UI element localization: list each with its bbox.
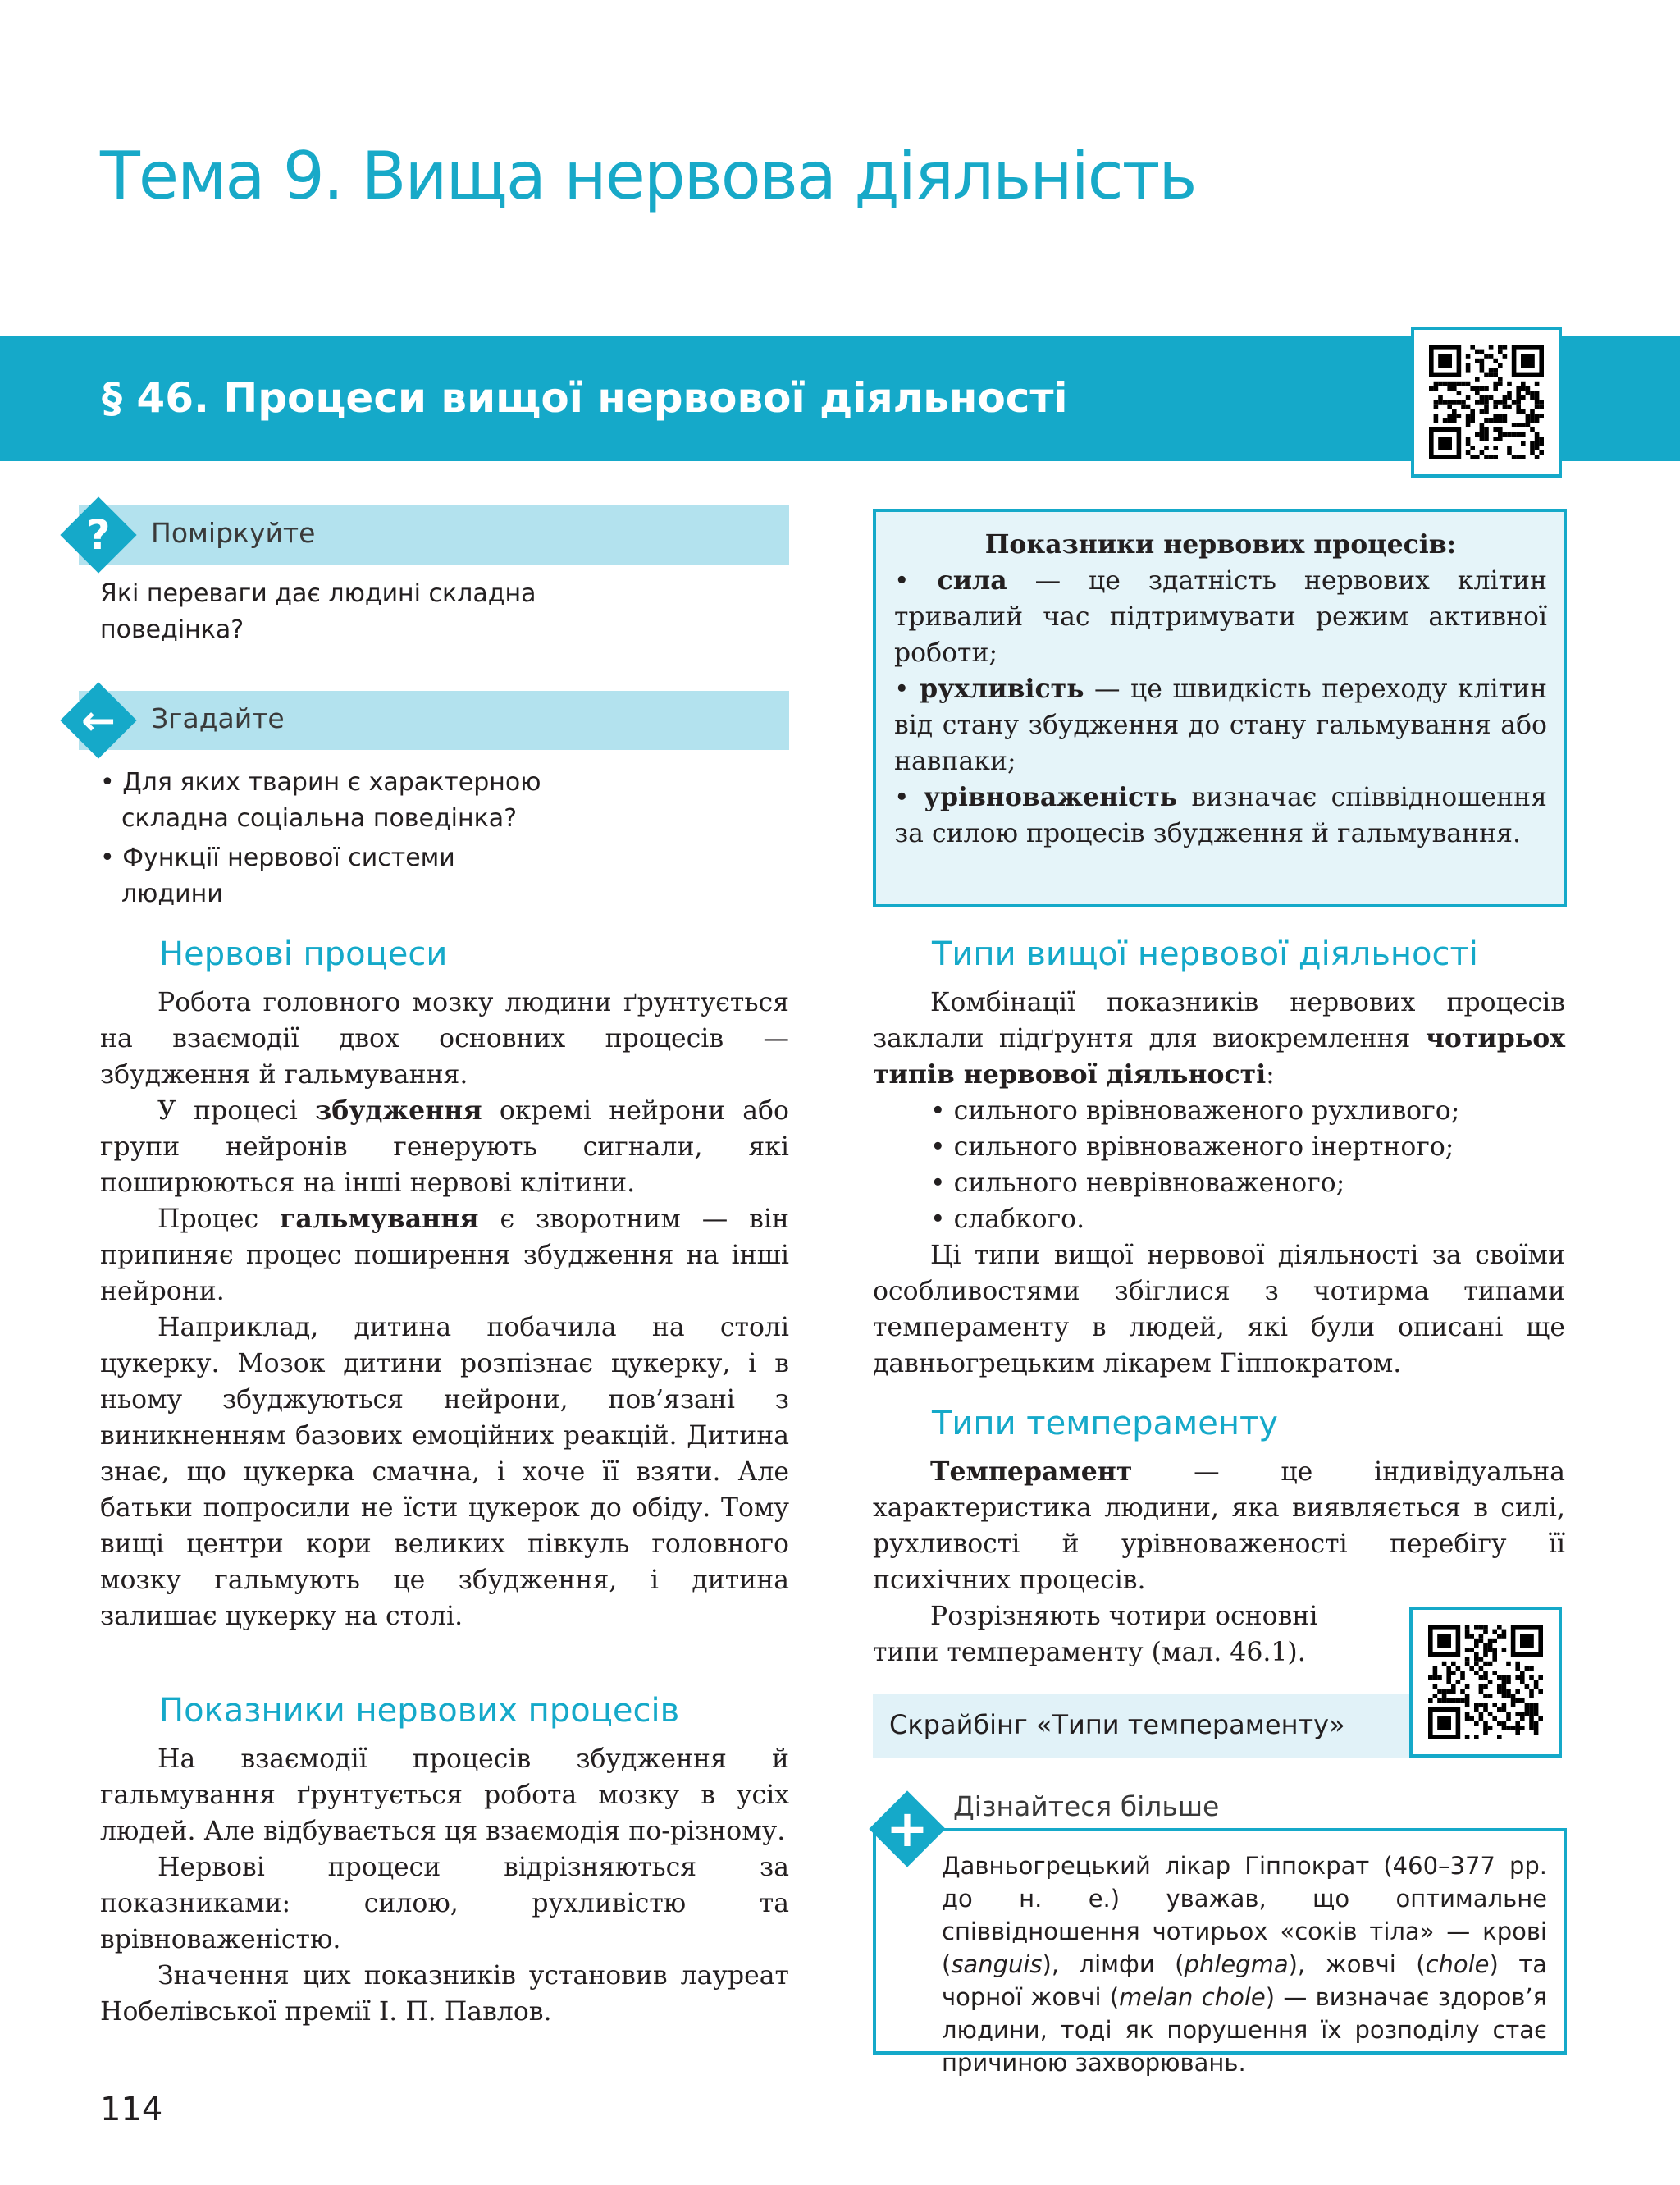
scribing-link-label[interactable]: Скрайбінг «Типи темпераменту»: [889, 1709, 1345, 1740]
indicators-infobox: [873, 509, 1567, 907]
paragraph: Ці типи вищої нервової діяльності за своїми особливостями збіглися з чотирма типами темпераменту в людей, які були описані ще давньогрецьким лікарем Гіппократом.: [873, 1241, 1565, 1378]
list-item: • сильного врівноваженого інертного;: [930, 1132, 1454, 1162]
infobox-item: • сила — це здатність нервових клітин тривалий час підтримувати режим активної роботи;: [894, 565, 1547, 668]
indicators-heading: Показники нервових процесів: [159, 1692, 680, 1730]
qr-code-icon: [1427, 1625, 1544, 1739]
paragraph: Значення цих показників установив лауреат Нобелівської премії І. П. Павлов.: [100, 1961, 789, 2027]
hnd-types-list: [873, 1093, 1565, 1237]
paragraph: У процесі збудження окремі нейрони або групи нейронів генерують сигнали, які поширюються на інші нервові клітини.: [100, 1095, 789, 1198]
learn-more-text: Давньогрецький лікар Гіппократ (460–377 рр. до н. е.) уважав, що оптимальне співвідношення чотирьох «соків тіла» — крові (sanguis), лімфи (phlegma), жовчі (chole) та чорної жовчі (melan chole) — визначає здоров’я людини, тоді як порушення їх розподілу стає причиною захворювань.: [942, 1852, 1547, 2077]
infobox-title: Показники нервових процесів:: [984, 529, 1457, 560]
hnd-types-text: [873, 985, 1565, 1382]
paragraph: Робота головного мозку людини ґрунтується на взаємодії двох основних процесів — збудження й гальмування.: [100, 988, 789, 1090]
temperament-text: [873, 1454, 1565, 1598]
text-line: Розрізняють чотири основні: [930, 1602, 1318, 1631]
paragraph: На взаємодії процесів збудження й гальмування ґрунтується робота мозку в усіх людей. Але відбувається ця взаємодія по-різному.: [100, 1744, 789, 1846]
paragraph: Темперамент — це індивідуальна характеристика людини, яка виявляється в силі, рухливості й урівноваженості перебігу її психічних процесів.: [873, 1456, 1565, 1595]
qr-code-icon: [1429, 345, 1544, 459]
indicators-text: [100, 1741, 789, 2030]
think-label: Поміркуйте: [151, 517, 316, 549]
learn-more-box: [873, 1828, 1567, 2077]
section-title: § 46. Процеси вищої нервової діяльності: [102, 374, 1068, 422]
temperament-intro: [873, 1598, 1381, 1671]
page-number: 114: [100, 2091, 163, 2128]
recall-item: • Функції нервової системи людини: [100, 843, 455, 908]
recall-item: • Для яких тварин є характерною складна соціальна поведінка?: [100, 768, 541, 833]
text-line: типи темпераменту (мал. 46.1).: [873, 1638, 1306, 1667]
question-icon: ?: [86, 511, 111, 559]
recall-label: Згадайте: [151, 702, 285, 734]
section-qr-code[interactable]: [1411, 327, 1562, 478]
paragraph: Процес гальмування є зворотним — він припиняє процес поширення збудження на інші нейрони.: [100, 1204, 789, 1306]
learn-more-label: Дізнайтеся більше: [953, 1790, 1220, 1822]
chapter-title: Тема 9. Вища нервова діяльність: [100, 138, 1196, 214]
list-item: • сильного неврівноваженого;: [930, 1168, 1345, 1198]
infobox-item: • рухливість — це швидкість переходу клітин від стану збудження до стану гальмування або навпаки;: [894, 674, 1547, 776]
recall-list: [100, 765, 559, 912]
list-item: • сильного врівноваженого рухливого;: [930, 1096, 1460, 1126]
infobox-item: • урівноваженість визначає співвідношення за силою процесів збудження й гальмування.: [894, 782, 1548, 848]
list-item: • слабкого.: [930, 1204, 1085, 1234]
paragraph: Комбінації показників нервових процесів заклали підґрунтя для виокремлення чотирьох типів нервової діяльності:: [873, 988, 1565, 1090]
nervous-processes-heading: Нервові процеси: [159, 935, 448, 973]
plus-icon: +: [886, 1799, 929, 1858]
temperament-heading: Типи темпераменту: [932, 1405, 1278, 1442]
paragraph: Наприклад, дитина побачила на столі цукерку. Мозок дитини розпізнає цукерку, і в ньому збуджуються нейрони, пов’язані з виникненням базових емоційних реакцій. Дитина знає, що цукерка смачна, і хоче її взяти. Але батьки попросили не їсти цукерок до обіду. Тому вищі центри кори великих півкуль головного мозку гальмують це збудження, і дитина залишає цукерку на столі.: [100, 1313, 789, 1631]
nervous-processes-text: [100, 985, 789, 1634]
paragraph: Нервові процеси відрізняються за показниками: силою, рухливістю та врівноваженістю.: [100, 1853, 789, 1954]
think-question: Які переваги дає людині складна поведінка?: [100, 579, 536, 644]
arrow-left-icon: ←: [81, 697, 116, 744]
hnd-types-heading: Типи вищої нервової діяльності: [932, 935, 1478, 973]
scribing-qr-code[interactable]: [1409, 1607, 1562, 1758]
